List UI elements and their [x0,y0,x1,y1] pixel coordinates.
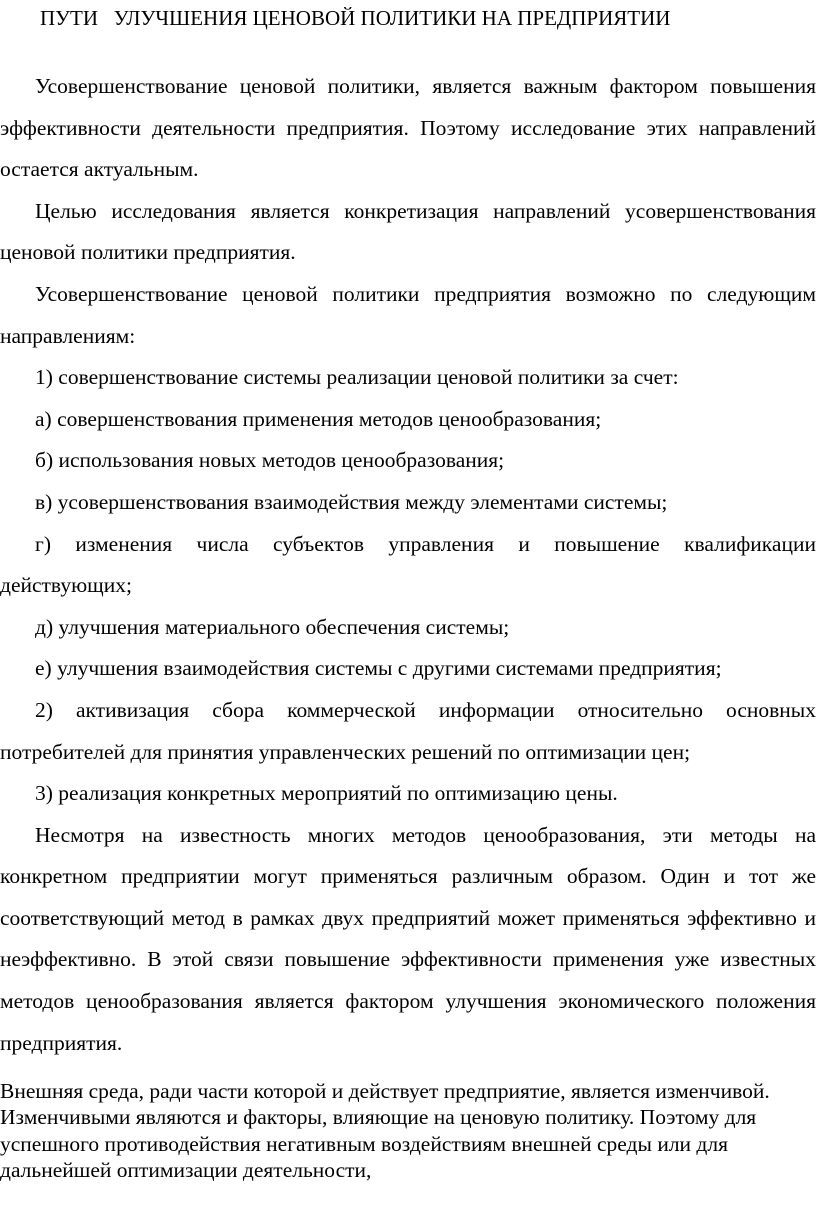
list-item-d: д) улучшения материального обеспечения системы; [35,614,510,639]
list-item-e: е) улучшения взаимодействия системы с другими системами предприятия; [35,656,722,681]
list-item-a: а) совершенствования применения методов ценообразования; [35,406,602,431]
paragraph-external-environment: Внешняя среда, ради части которой и действует предприятие, является изменчивой. Изменчивыми являются и факторы, влияющие на ценовую политику. Поэтому для успешного противодействия негативным воздействиям внешней среды или для дальнейшей оптимизации деятельности, [0,1079,770,1182]
paragraph-goal: Целью исследования является конкретизация направлений усовершенствования ценовой политики предприятия. [0,198,816,265]
paragraph-methods: Несмотря на известность многих методов ценообразования, эти методы на конкретном предприятии могут применяться различным образом. Один и тот же соответствующий метод в рамках двух предприятий может применяться эффективно и неэффективно. В этой связи повышение эффективности применения уже известных методов ценообразования является фактором улучшения экономического положения предприятия. [0,822,816,1055]
list-item-b: б) использования новых методов ценообразования; [35,448,505,473]
list-item-3: 3) реализация конкретных мероприятий по оптимизацию цены. [35,781,618,806]
list-item-g: г) изменения числа субъектов управления и повышение квалификации действующих; [0,531,816,598]
paragraph-directions: Усовершенствование ценовой политики предприятия возможно по следующим направлениям: [0,281,816,348]
list-item-1: 1) совершенствование системы реализации ценовой политики за счет: [35,365,679,390]
paragraph-intro: Усовершенствование ценовой политики, является важным фактором повышения эффективности деятельности предприятия. Поэтому исследование этих направлений остается актуальным. [0,74,816,182]
list-item-2: 2) активизация сбора коммерческой информации относительно основных потребителей для принятия управленческих решений по оптимизации цен; [0,697,816,764]
list-item-v: в) усовершенствования взаимодействия между элементами системы; [35,489,668,514]
document-body [0,66,816,1064]
document-title: ПУТИ УЛУЧШЕНИЯ ЦЕНОВОЙ ПОЛИТИКИ НА ПРЕДПРИЯТИИ [40,6,671,30]
